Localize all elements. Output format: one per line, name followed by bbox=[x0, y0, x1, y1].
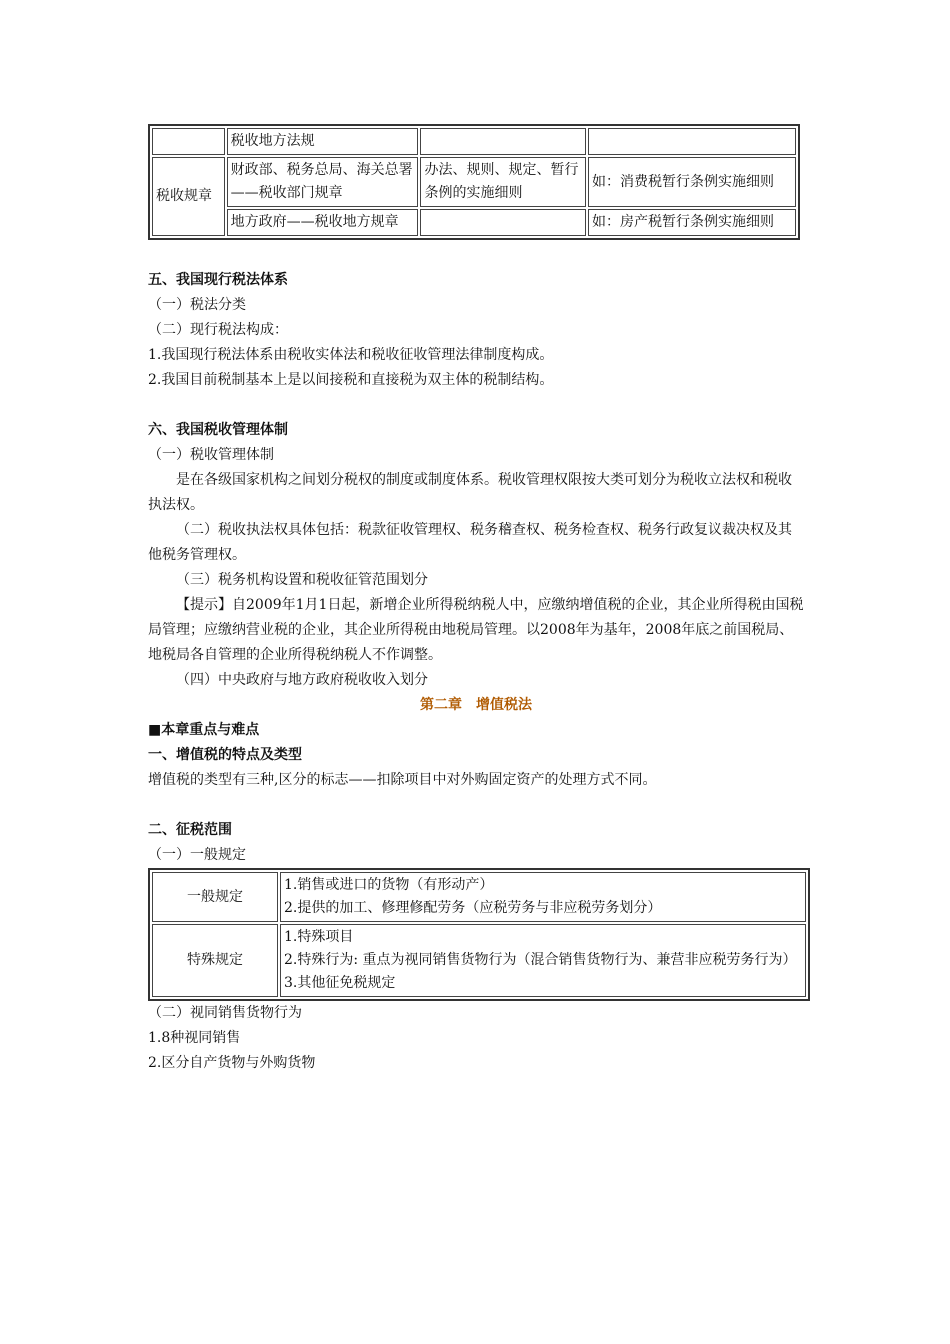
table-cell: 如：房产税暂行条例实施细则 bbox=[588, 209, 796, 236]
paragraph: （二）税收执法权具体包括：税款征收管理权、税务稽查权、税务检查权、税务行政复议裁决权及其他税务管理权。 bbox=[148, 522, 792, 563]
table-cell bbox=[420, 209, 586, 236]
subheading: （四）中央政府与地方政府税收收入划分 bbox=[176, 672, 428, 688]
list-item: 1.8种视同销售 bbox=[148, 1030, 241, 1046]
table-cell bbox=[588, 128, 796, 155]
document-page bbox=[148, 124, 804, 1076]
cell-line: 3.其他征免税规定 bbox=[284, 975, 396, 991]
table-row bbox=[152, 157, 796, 207]
table-cell-merged-label: 税收规章 bbox=[152, 157, 225, 236]
table-row bbox=[152, 209, 796, 236]
section-heading: 二、征税范围 bbox=[148, 822, 232, 838]
table-row bbox=[152, 872, 806, 922]
section-heading: 一、增值税的特点及类型 bbox=[148, 747, 302, 763]
subheading: （二）视同销售货物行为 bbox=[148, 1005, 302, 1021]
table-row bbox=[152, 924, 806, 997]
section-heading: 五、我国现行税法体系 bbox=[148, 272, 288, 288]
table-row bbox=[152, 128, 796, 155]
table-cell bbox=[280, 924, 806, 997]
table-cell: 税收地方法规 bbox=[227, 128, 419, 155]
subheading: （一）税法分类 bbox=[148, 297, 246, 313]
keypoints-heading: ■本章重点与难点 bbox=[148, 722, 260, 738]
cell-line: 1.特殊项目 bbox=[284, 929, 354, 945]
table-cell-label: 特殊规定 bbox=[152, 924, 278, 997]
chapter-title: 第二章 增值税法 bbox=[420, 697, 532, 713]
cell-line: 2.特殊行为: 重点为视同销售货物行为（混合销售货物行为、兼营非应税劳务行为） bbox=[284, 952, 797, 968]
table-cell: 办法、规则、规定、暂行条例的实施细则 bbox=[420, 157, 586, 207]
tip-paragraph: 【提示】自2009年1月1日起，新增企业所得税纳税人中，应缴纳增值税的企业，其企业所得税由国税局管理；应缴纳营业税的企业，其企业所得税由地税局管理。以2008年为基年，2008年底之前国税局、地税局各自管理的企业所得税纳税人不作调整。 bbox=[148, 597, 804, 663]
table-cell: 如：消费税暂行条例实施细则 bbox=[588, 157, 796, 207]
list-item: 1.我国现行税法体系由税收实体法和税收征收管理法律制度构成。 bbox=[148, 347, 554, 363]
table-cell bbox=[152, 128, 225, 155]
taxation-scope-table bbox=[148, 868, 810, 1001]
list-item: 2.我国目前税制基本上是以间接税和直接税为双主体的税制结构。 bbox=[148, 372, 554, 388]
subheading: （三）税务机构设置和税收征管范围划分 bbox=[176, 572, 428, 588]
table-cell bbox=[420, 128, 586, 155]
table-cell-label: 一般规定 bbox=[152, 872, 278, 922]
list-item: 2.区分自产货物与外购货物 bbox=[148, 1055, 316, 1071]
subheading: （一）一般规定 bbox=[148, 847, 246, 863]
section-heading: 六、我国税收管理体制 bbox=[148, 422, 288, 438]
table-cell: 地方政府——税收地方规章 bbox=[227, 209, 419, 236]
table-cell bbox=[280, 872, 806, 922]
subheading: （一）税收管理体制 bbox=[148, 447, 274, 463]
paragraph: 是在各级国家机构之间划分税权的制度或制度体系。税收管理权限按大类可划分为税收立法权和税收执法权。 bbox=[148, 472, 792, 513]
cell-line: 2.提供的加工、修理修配劳务（应税劳务与非应税劳务划分） bbox=[284, 900, 662, 916]
cell-line: 1.销售或进口的货物（有形动产） bbox=[284, 877, 494, 893]
tax-regulation-table bbox=[148, 124, 800, 240]
table-cell: 财政部、税务总局、海关总署——税收部门规章 bbox=[227, 157, 419, 207]
paragraph: 增值税的类型有三种,区分的标志——扣除项目中对外购固定资产的处理方式不同。 bbox=[148, 772, 657, 788]
subheading: （二）现行税法构成： bbox=[148, 322, 288, 338]
